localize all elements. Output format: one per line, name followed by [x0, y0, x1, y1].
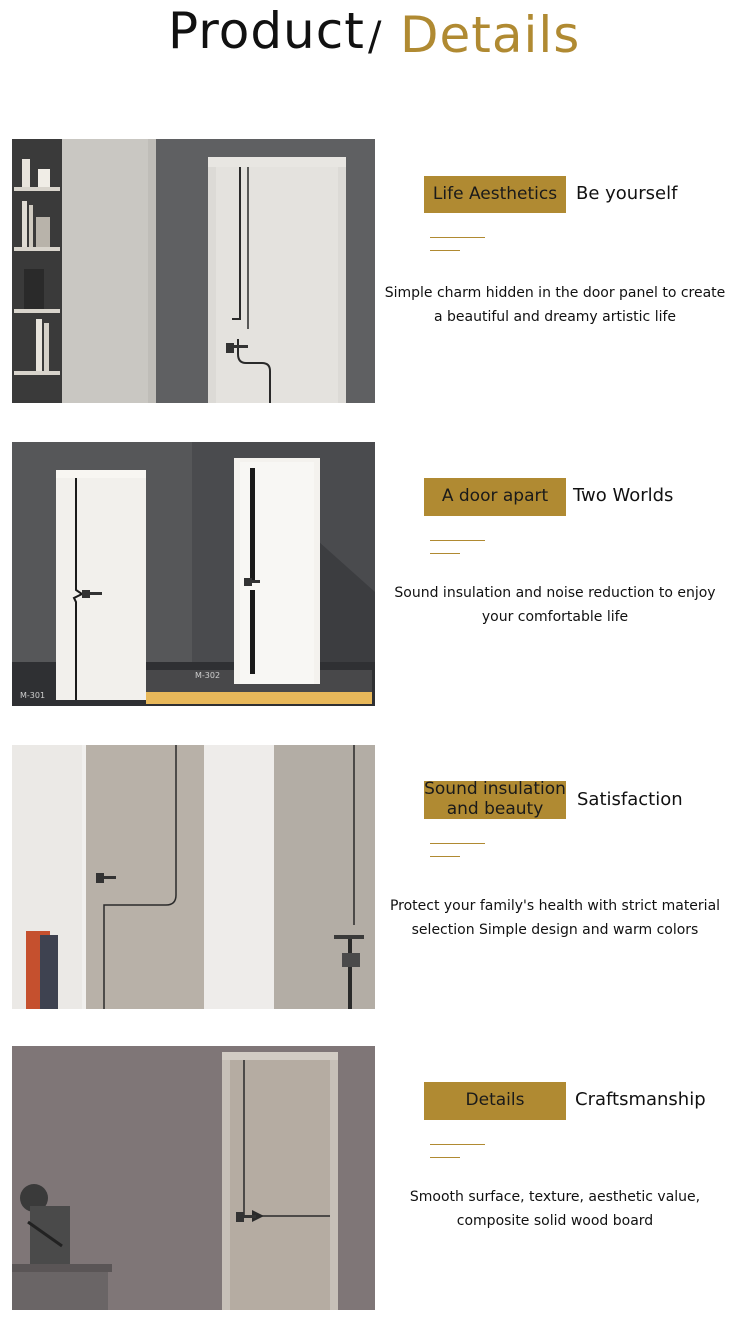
- door-photo-1: [12, 139, 375, 403]
- header-details: Details: [400, 6, 581, 64]
- door-photo-4: [12, 1046, 375, 1310]
- page-header: [0, 0, 740, 80]
- header-slash: /: [368, 14, 382, 60]
- section-3-description: Protect your family's health with strict material selection Simple design and warm colors: [389, 898, 721, 938]
- section-4-rule-short: [430, 1157, 460, 1158]
- section-2-rule-short: [430, 553, 460, 554]
- feature-section-3: [0, 745, 740, 1009]
- door-photo-1-image: [12, 139, 375, 403]
- section-1-tag: Life Aesthetics: [424, 176, 566, 213]
- door-photo-3: [12, 745, 375, 1009]
- section-1-rule: [430, 237, 485, 238]
- section-2-rule: [430, 540, 485, 541]
- door-photo-2-image: [12, 442, 375, 706]
- section-1-rule-short: [430, 250, 460, 251]
- section-3-rule: [430, 843, 485, 844]
- door-model-label-2: M-302: [195, 671, 221, 680]
- door-photo-4-image: [12, 1046, 375, 1310]
- section-1-tagline: Be yourself: [576, 183, 678, 204]
- section-4-tag: Details: [424, 1082, 566, 1120]
- header-product: Product: [168, 2, 365, 60]
- feature-section-2: [0, 442, 740, 706]
- feature-section-4: [0, 1046, 740, 1310]
- section-4-description: Smooth surface, texture, aesthetic value, composite solid wood board: [409, 1189, 701, 1229]
- section-4-tagline: Craftsmanship: [575, 1089, 706, 1110]
- door-model-label-1: M-301: [20, 691, 46, 700]
- door-photo-3-image: [12, 745, 375, 1009]
- section-4-rule: [430, 1144, 485, 1145]
- section-1-description: Simple charm hidden in the door panel to create a beautiful and dreamy artistic life: [384, 285, 726, 325]
- section-3-tagline: Satisfaction: [577, 789, 683, 810]
- feature-section-1: [0, 139, 740, 403]
- section-3-rule-short: [430, 856, 460, 857]
- section-2-description: Sound insulation and noise reduction to enjoy your comfortable life: [394, 585, 716, 625]
- section-2-tagline: Two Worlds: [573, 485, 674, 506]
- section-2-tag: A door apart: [424, 478, 566, 516]
- section-3-tag: Sound insulation and beauty: [424, 779, 566, 819]
- door-photo-2: [12, 442, 375, 706]
